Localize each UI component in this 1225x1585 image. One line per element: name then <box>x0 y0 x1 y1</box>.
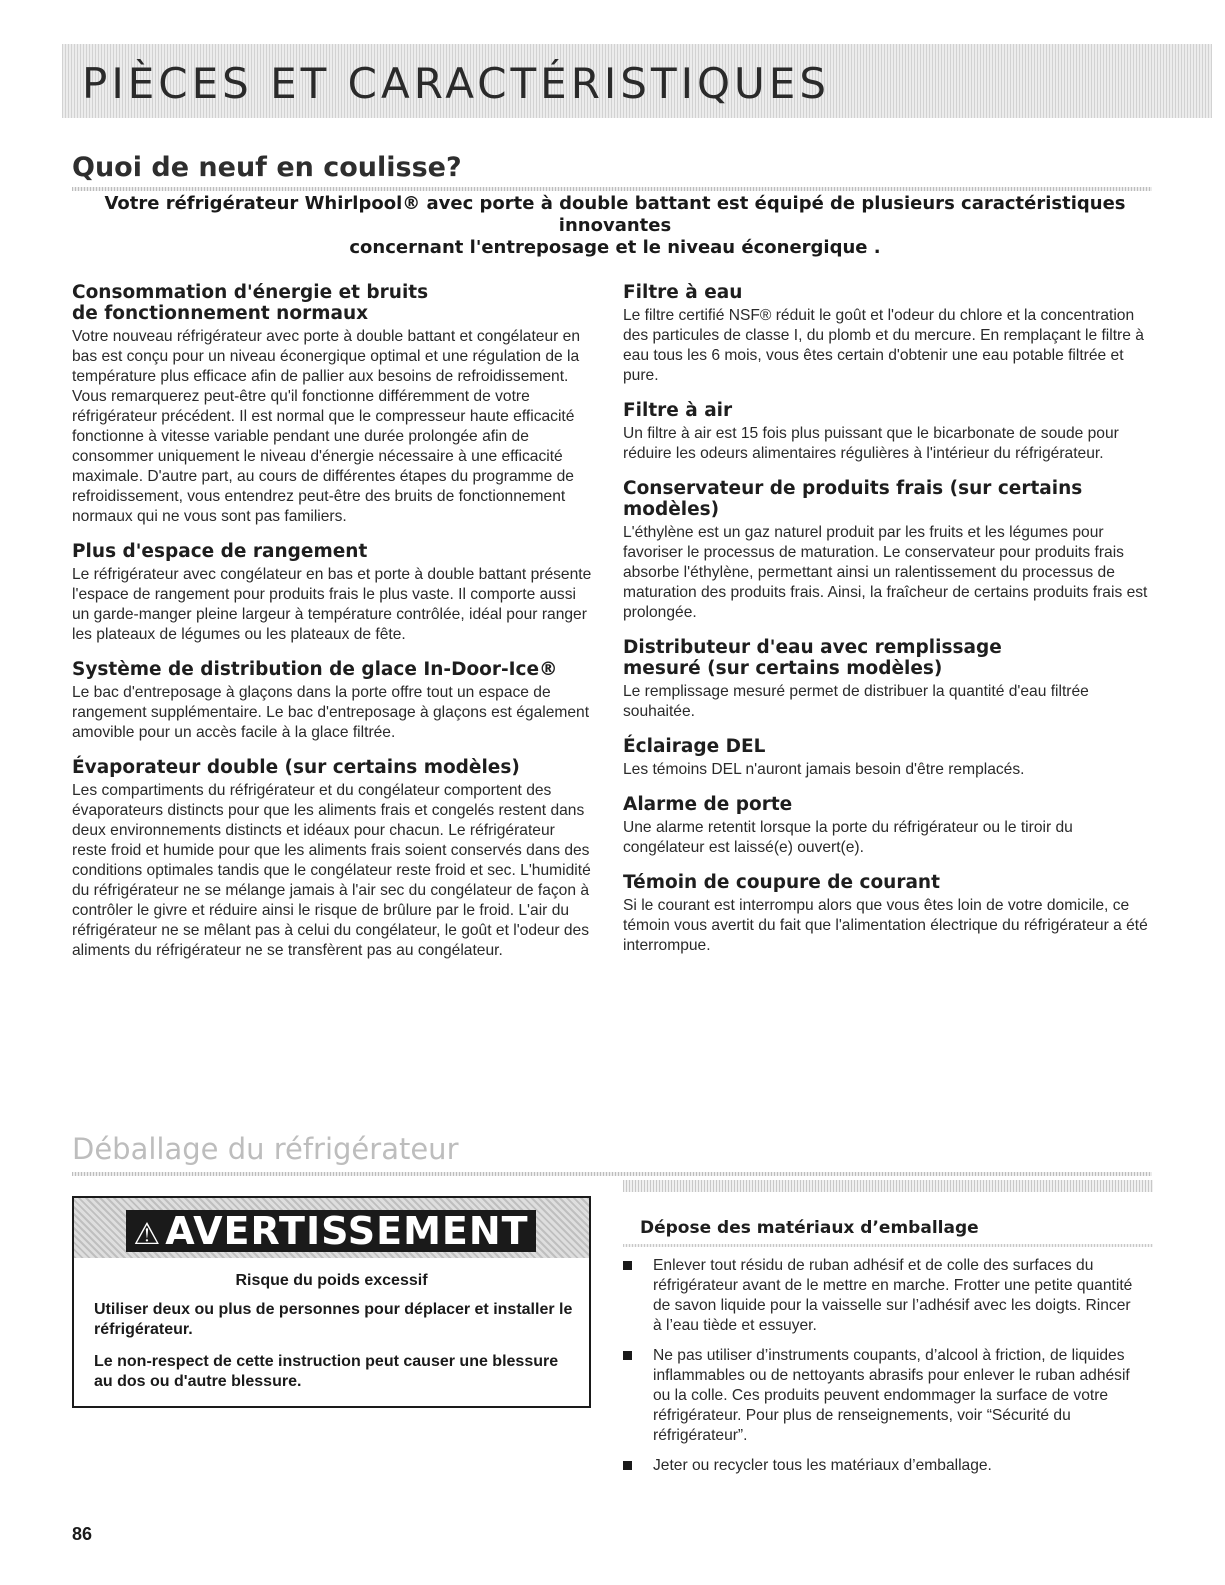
warning-risk: Risque du poids excessif <box>235 1272 428 1289</box>
feature-section <box>72 659 592 743</box>
section-title-whats-new: Quoi de neuf en coulisse? <box>72 152 462 183</box>
feature-heading: Plus d'espace de rangement <box>72 541 368 562</box>
feature-body: Le bac d'entreposage à glaçons dans la porte offre tout un espace de rangement supplémentaire. Le bac d'entreposage à glaçons est également amovible pour un accès facile à la glace filtrée. <box>72 684 590 741</box>
feature-section <box>623 282 1148 386</box>
section-divider <box>72 1172 1152 1176</box>
warning-title: AVERTISSEMENT <box>165 1209 529 1253</box>
list-item-text: Enlever tout résidu de ruban adhésif et de colle des surfaces du réfrigérateur avant de le mettre en marche. Frotter une petite quantité de savon liquide pour la vaisselle sur l’adhésif avec les doigts. Rincer à l’eau tiède et essuyer. <box>653 1257 1133 1334</box>
feature-body: Les compartiments du réfrigérateur et du congélateur comportent des évaporateurs distincts pour que les aliments frais et congelés restent dans deux environnements distincts et idéaux pour chacun. Le réfrigérateur reste froid et humide pour que les aliments frais soient conservés dans des conditions optimales tandis que le congélateur reste froid et sec. L'humidité du réfrigérateur ne se mélange jamais à l'air sec du congélateur de façon à contrôler le givre et réduire ainsi le risque de brûlure par le froid. L'air du réfrigérateur ne se mêlant pas à celui du congélateur, le goût et l'odeur des aliments du réfrigérateur ne se transfèrent pas au congélateur. <box>72 782 591 959</box>
warning-triangle-icon: ⚠ <box>133 1217 162 1252</box>
feature-heading: Évaporateur double (sur certains modèles) <box>72 757 520 778</box>
feature-body: Votre nouveau réfrigérateur avec porte à double battant et congélateur en bas est conçu pour un niveau éconergique optimal et une régulation de la température plus efficace afin de pallier aux besoins de refroidissement. Vous remarquerez peut-être qu'il fonctionne différemment de votre réfrigérateur précédent. Il est normal que le compresseur haute efficacité fonctionne à vitesse variable pendant une durée prolongée afin de consommer uniquement le niveau d'énergie nécessaire à une efficacité maximale. D'autre part, au cours de différentes étapes du programme de refroidissement, vous entendrez peut-être des bruits de fonctionnement normaux qui ne vous sont pas familiers. <box>72 328 581 525</box>
section-divider <box>72 187 1152 191</box>
list-item <box>623 1256 1143 1336</box>
intro-line-1: Votre réfrigérateur Whirlpool® avec porte à double battant est équipé de plusieurs caractéristiques innovantes <box>104 193 1126 236</box>
depose-divider <box>623 1244 1153 1247</box>
feature-heading: Distributeur d'eau avec remplissage mesuré (sur certains modèles) <box>623 637 1002 679</box>
feature-body: Le filtre certifié NSF® réduit le goût et l'odeur du chlore et la concentration des particules de classe I, du plomb et du mercure. En remplaçant le filtre à eau tous les 6 mois, vous êtes certain d'obtenir une eau potable filtrée et pure. <box>623 307 1144 384</box>
depose-header-band <box>623 1180 1153 1192</box>
intro-line-2: concernant l'entreposage et le niveau éconergique . <box>349 237 881 258</box>
feature-body: Le réfrigérateur avec congélateur en bas et porte à double battant présente l'espace de rangement pour produits frais le plus vaste. Il comporte aussi un garde-manger pleine largeur à température contrôlée, idéal pour ranger les plateaux de légumes ou les plateaux de fête. <box>72 566 592 643</box>
feature-heading: Conservateur de produits frais (sur certains modèles) <box>623 478 1083 520</box>
right-column <box>623 282 1148 970</box>
feature-section <box>623 400 1148 464</box>
feature-body: Le remplissage mesuré permet de distribuer la quantité d'eau filtrée souhaitée. <box>623 683 1089 720</box>
left-column <box>72 282 592 975</box>
feature-body: Un filtre à air est 15 fois plus puissant que le bicarbonate de soude pour réduire les odeurs alimentaires régulières à l'intérieur du réfrigérateur. <box>623 425 1119 462</box>
feature-heading: Système de distribution de glace In-Door-Ice® <box>72 659 558 680</box>
list-item-text: Ne pas utiliser d’instruments coupants, d’alcool à friction, de liquides inflammables ou de nettoyants abrasifs pour enlever le ruban adhésif ou la colle. Ces produits peuvent endommager la surface de votre réfrigérateur. Pour plus de renseignements, voir “Sécurité du réfrigérateur”. <box>653 1347 1130 1444</box>
page-number: 86 <box>72 1524 93 1544</box>
section-title-unpacking: Déballage du réfrigérateur <box>72 1132 459 1166</box>
feature-section <box>72 282 592 527</box>
feature-heading: Alarme de porte <box>623 794 793 815</box>
depose-list <box>623 1256 1143 1486</box>
feature-section <box>623 736 1148 780</box>
warning-title-bar <box>126 1210 536 1252</box>
feature-section <box>72 541 592 645</box>
warning-instruction: Utiliser deux ou plus de personnes pour déplacer et installer le réfrigérateur. <box>94 1301 573 1338</box>
feature-section <box>623 478 1148 623</box>
list-item <box>623 1456 1143 1476</box>
feature-body: Les témoins DEL n'auront jamais besoin d'être remplacés. <box>623 761 1025 778</box>
page-title: PIÈCES ET CARACTÉRISTIQUES <box>82 59 830 108</box>
feature-body: Si le courant est interrompu alors que vous êtes loin de votre domicile, ce témoin vous avertit du fait que l'alimentation électrique du réfrigérateur a été interrompue. <box>623 897 1148 954</box>
depose-title: Dépose des matériaux d’emballage <box>640 1218 979 1238</box>
warning-box <box>72 1196 591 1408</box>
feature-heading: Filtre à eau <box>623 282 743 303</box>
feature-body: L'éthylène est un gaz naturel produit par les fruits et les légumes pour favoriser le processus de maturation. Le conservateur pour produits frais absorbe l'éthylène, permettant ainsi un ralentissement du processus de maturation des produits frais. Ainsi, la fraîcheur de certains produits frais est prolongée. <box>623 524 1148 621</box>
feature-section <box>623 637 1148 722</box>
intro-text <box>70 193 1160 259</box>
feature-heading: Filtre à air <box>623 400 733 421</box>
list-item <box>623 1346 1143 1446</box>
feature-heading: Témoin de coupure de courant <box>623 872 940 893</box>
bullet-icon <box>623 1461 632 1470</box>
bullet-icon <box>623 1261 632 1270</box>
feature-section <box>623 794 1148 858</box>
header-banner <box>62 44 1212 118</box>
feature-section <box>623 872 1148 956</box>
warning-header <box>74 1198 589 1258</box>
feature-body: Une alarme retentit lorsque la porte du réfrigérateur ou le tiroir du congélateur est laissé(e) ouvert(e). <box>623 819 1073 856</box>
bullet-icon <box>623 1351 632 1360</box>
feature-section <box>72 757 592 961</box>
feature-heading: Éclairage DEL <box>623 736 766 757</box>
list-item-text: Jeter ou recycler tous les matériaux d’emballage. <box>653 1457 992 1474</box>
warning-consequence: Le non-respect de cette instruction peut causer une blessure au dos ou d'autre blessure. <box>94 1353 559 1390</box>
feature-heading: Consommation d'énergie et bruits de fonctionnement normaux <box>72 282 429 324</box>
